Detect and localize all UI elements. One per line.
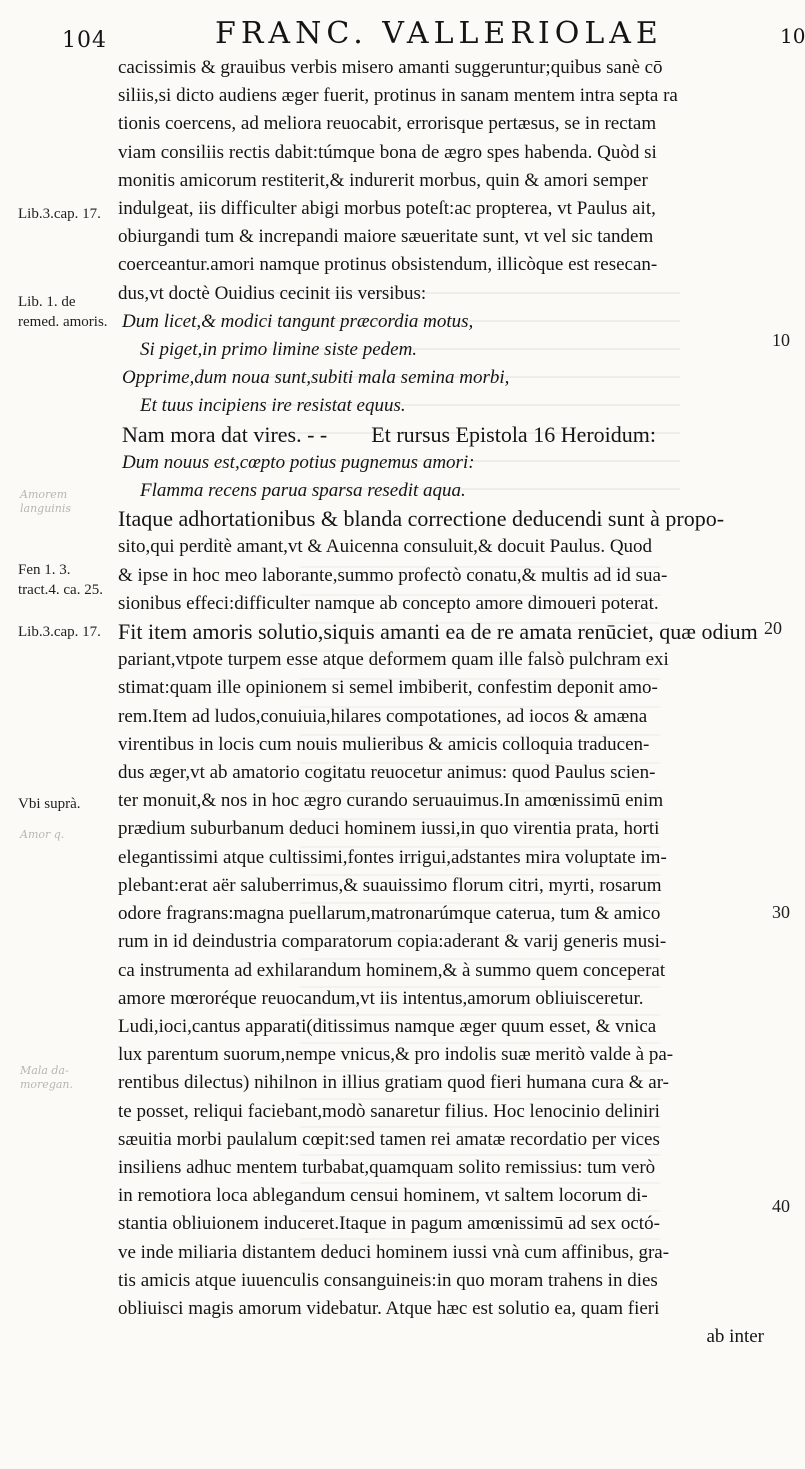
text-line: plebant:erat aër saluberrimus,& suauissimo florum citri, myrti, rosarum	[118, 874, 662, 896]
margin-note: Fen 1. 3. tract.4. ca. 25.	[18, 562, 103, 598]
text-line: virentibus in locis cum nouis mulieribus & amicis colloquia traducen-	[118, 733, 650, 755]
text-line: indulgeat, iis difficulter abigi morbus poteſt:ac propterea, vt Paulus ait,	[118, 198, 656, 220]
text-line: ve inde miliaria distantem deduci hominem iussi vnà cum affinibus, gra-	[118, 1241, 670, 1263]
verse-line: Dum nouus est,cœpto potius pugnemus amori:	[122, 451, 475, 473]
running-title: FRANC. VALLERIOLAE	[215, 16, 663, 51]
text-line: sionibus effeci:difficulter namque ab concepto amore dimoueri poterat.	[118, 592, 659, 614]
text-line: in remotiora loca ablegandum censui hominem, vt saltem locorum di-	[118, 1185, 648, 1207]
text-line: viam consiliis rectis dabit:túmque bona de ægro spes habenda. Quòd si	[118, 141, 657, 163]
text-line: obiurgandi tum & increpandi maiore sæueritate sunt, vt vel sic tandem	[118, 226, 654, 248]
verse-line: Nam mora dat vires. - - Et rursus Epistola 16 Heroidum:	[122, 421, 657, 447]
text-line: tis amicis atque iuuenculis consanguineis:in quo moram trahens in dies	[118, 1269, 658, 1291]
margin-note: Lib. 1. de remed. amoris.	[18, 294, 108, 330]
text-line: te posset, reliqui faciebant,modò sanaretur filius. Hoc lenocinio deliniri	[118, 1100, 660, 1122]
text-line: elegantissimi atque cultissimi,fontes irrigui,adstantes mira voluptate im-	[118, 846, 667, 868]
catchword: ab inter	[706, 1326, 764, 1348]
text-line: odore fragrans:magna puellarum,matronarúmque caterua, tum & amico	[118, 903, 661, 925]
text-line: cacissimis & grauibus verbis misero amanti suggeruntur;quibus sanè cō	[118, 57, 663, 78]
text-line: Itaque adhortationibus & blanda correctione deducendi sunt à propo-	[118, 506, 725, 532]
verse-line: Si piget,in primo limine siste pedem.	[140, 339, 418, 361]
text-line: obliuisci magis amorum videbatur. Atque hæc est solutio ea, quam fieri	[118, 1297, 660, 1319]
text-line: pariant,vtpote turpem esse atque deformem quam ille falsò pulchram exi	[118, 649, 669, 671]
text-line: rum in id deindustria comparatorum copia:aderant & varij generis musi-	[118, 931, 667, 953]
margin-note: Lib.3.cap. 17.	[18, 624, 101, 640]
margin-note: Lib.3.cap. 17.	[18, 206, 101, 222]
text-line: & ipse in hoc meo laborante,summo profectò conatu,& multis ad id sua-	[118, 564, 668, 586]
verse-line: Flamma recens parua sparsa resedit aqua.	[140, 480, 466, 502]
text-line: rem.Item ad ludos,conuiuia,hilares compotationes, ad iocos & amæna	[118, 705, 648, 727]
text-line: prædium suburbanum deduci hominem iussi,in quo virentia prata, horti	[118, 818, 660, 840]
verse-line: Dum licet,& modici tangunt præcordia motus,	[122, 310, 474, 332]
bleed-through-note: Amor q.	[20, 828, 65, 841]
text-line: sito,qui perditè amant,vt & Auicenna consuluit,& docuit Paulus. Quod	[118, 536, 653, 558]
page-number: 104	[62, 28, 107, 53]
bleed-through-note: Amorem languinis	[20, 488, 72, 515]
main-text-block	[118, 54, 768, 1351]
text-line: amore mœroréque reuocandum,vt iis intentus,amorum obliuisceretur.	[118, 987, 644, 1009]
text-line: ca instrumenta ad exhilarandum hominem,& à summo quem conceperat	[118, 959, 666, 981]
text-line: coerceantur.amori namque protinus obsistendum, illicòque est resecan-	[118, 254, 658, 276]
text-line: insiliens adhuc mentem turbabat,quamquam solito remissius: tum verò	[118, 1156, 656, 1178]
text-line: tionis coercens, ad meliora reuocabit, errorisque pertæsus, se in rectam	[118, 113, 657, 135]
text-line: stimat:quam ille opinionem si semel imbiberit, confestim deponit amo-	[118, 677, 658, 699]
margin-note: Vbi suprà.	[18, 796, 81, 812]
verse-line: Et tuus incipiens ire resistat equus.	[140, 395, 406, 417]
text-line: Ludi,ioci,cantus apparati(ditissimus namque æger quum esset, & vnica	[118, 1015, 657, 1037]
text-line: dus æger,vt ab amatorio cogitatu reuocetur animus: quod Paulus scien-	[118, 762, 656, 784]
text-line: sæuitia morbi paulalum cœpit:sed tamen rei amatæ recordatio per vices	[118, 1128, 660, 1150]
text-line: ter monuit,& nos in hoc ægro curando seruauimus.In amœnissimū enim	[118, 790, 664, 812]
bleed-through-note: Mala da- moregan.	[20, 1064, 74, 1091]
corner-fragment: 10	[780, 24, 805, 48]
text-line: Fit item amoris solutio,siquis amanti ea de re amata renūciet, quæ odium	[118, 619, 758, 645]
text-line: rentibus dilectus) nihilnon in illius gratiam quod fieri humana cura & ar-	[118, 1072, 670, 1094]
line-number: 10	[772, 330, 790, 350]
text-line: dus,vt doctè Ouidius cecinit iis versibus:	[118, 282, 427, 304]
text-line: stantia obliuionem induceret.Itaque in pagum amœnissimū ad sex octó-	[118, 1213, 660, 1235]
line-number: 30	[772, 902, 790, 922]
line-number: 40	[772, 1196, 790, 1216]
text-line: monitis amicorum restiterit,& indurerit morbus, quin & amori semper	[118, 169, 648, 191]
line-number: 20	[764, 618, 782, 638]
text-line: lux parentum suorum,nempe vnicus,& pro indolis suæ meritò valde à pa-	[118, 1044, 674, 1066]
text-line: siliis,si dicto audiens æger fuerit, protinus in sanam mentem intra septa ra	[118, 85, 678, 107]
verse-line: Opprime,dum noua sunt,subiti mala semina morbi,	[122, 367, 510, 389]
